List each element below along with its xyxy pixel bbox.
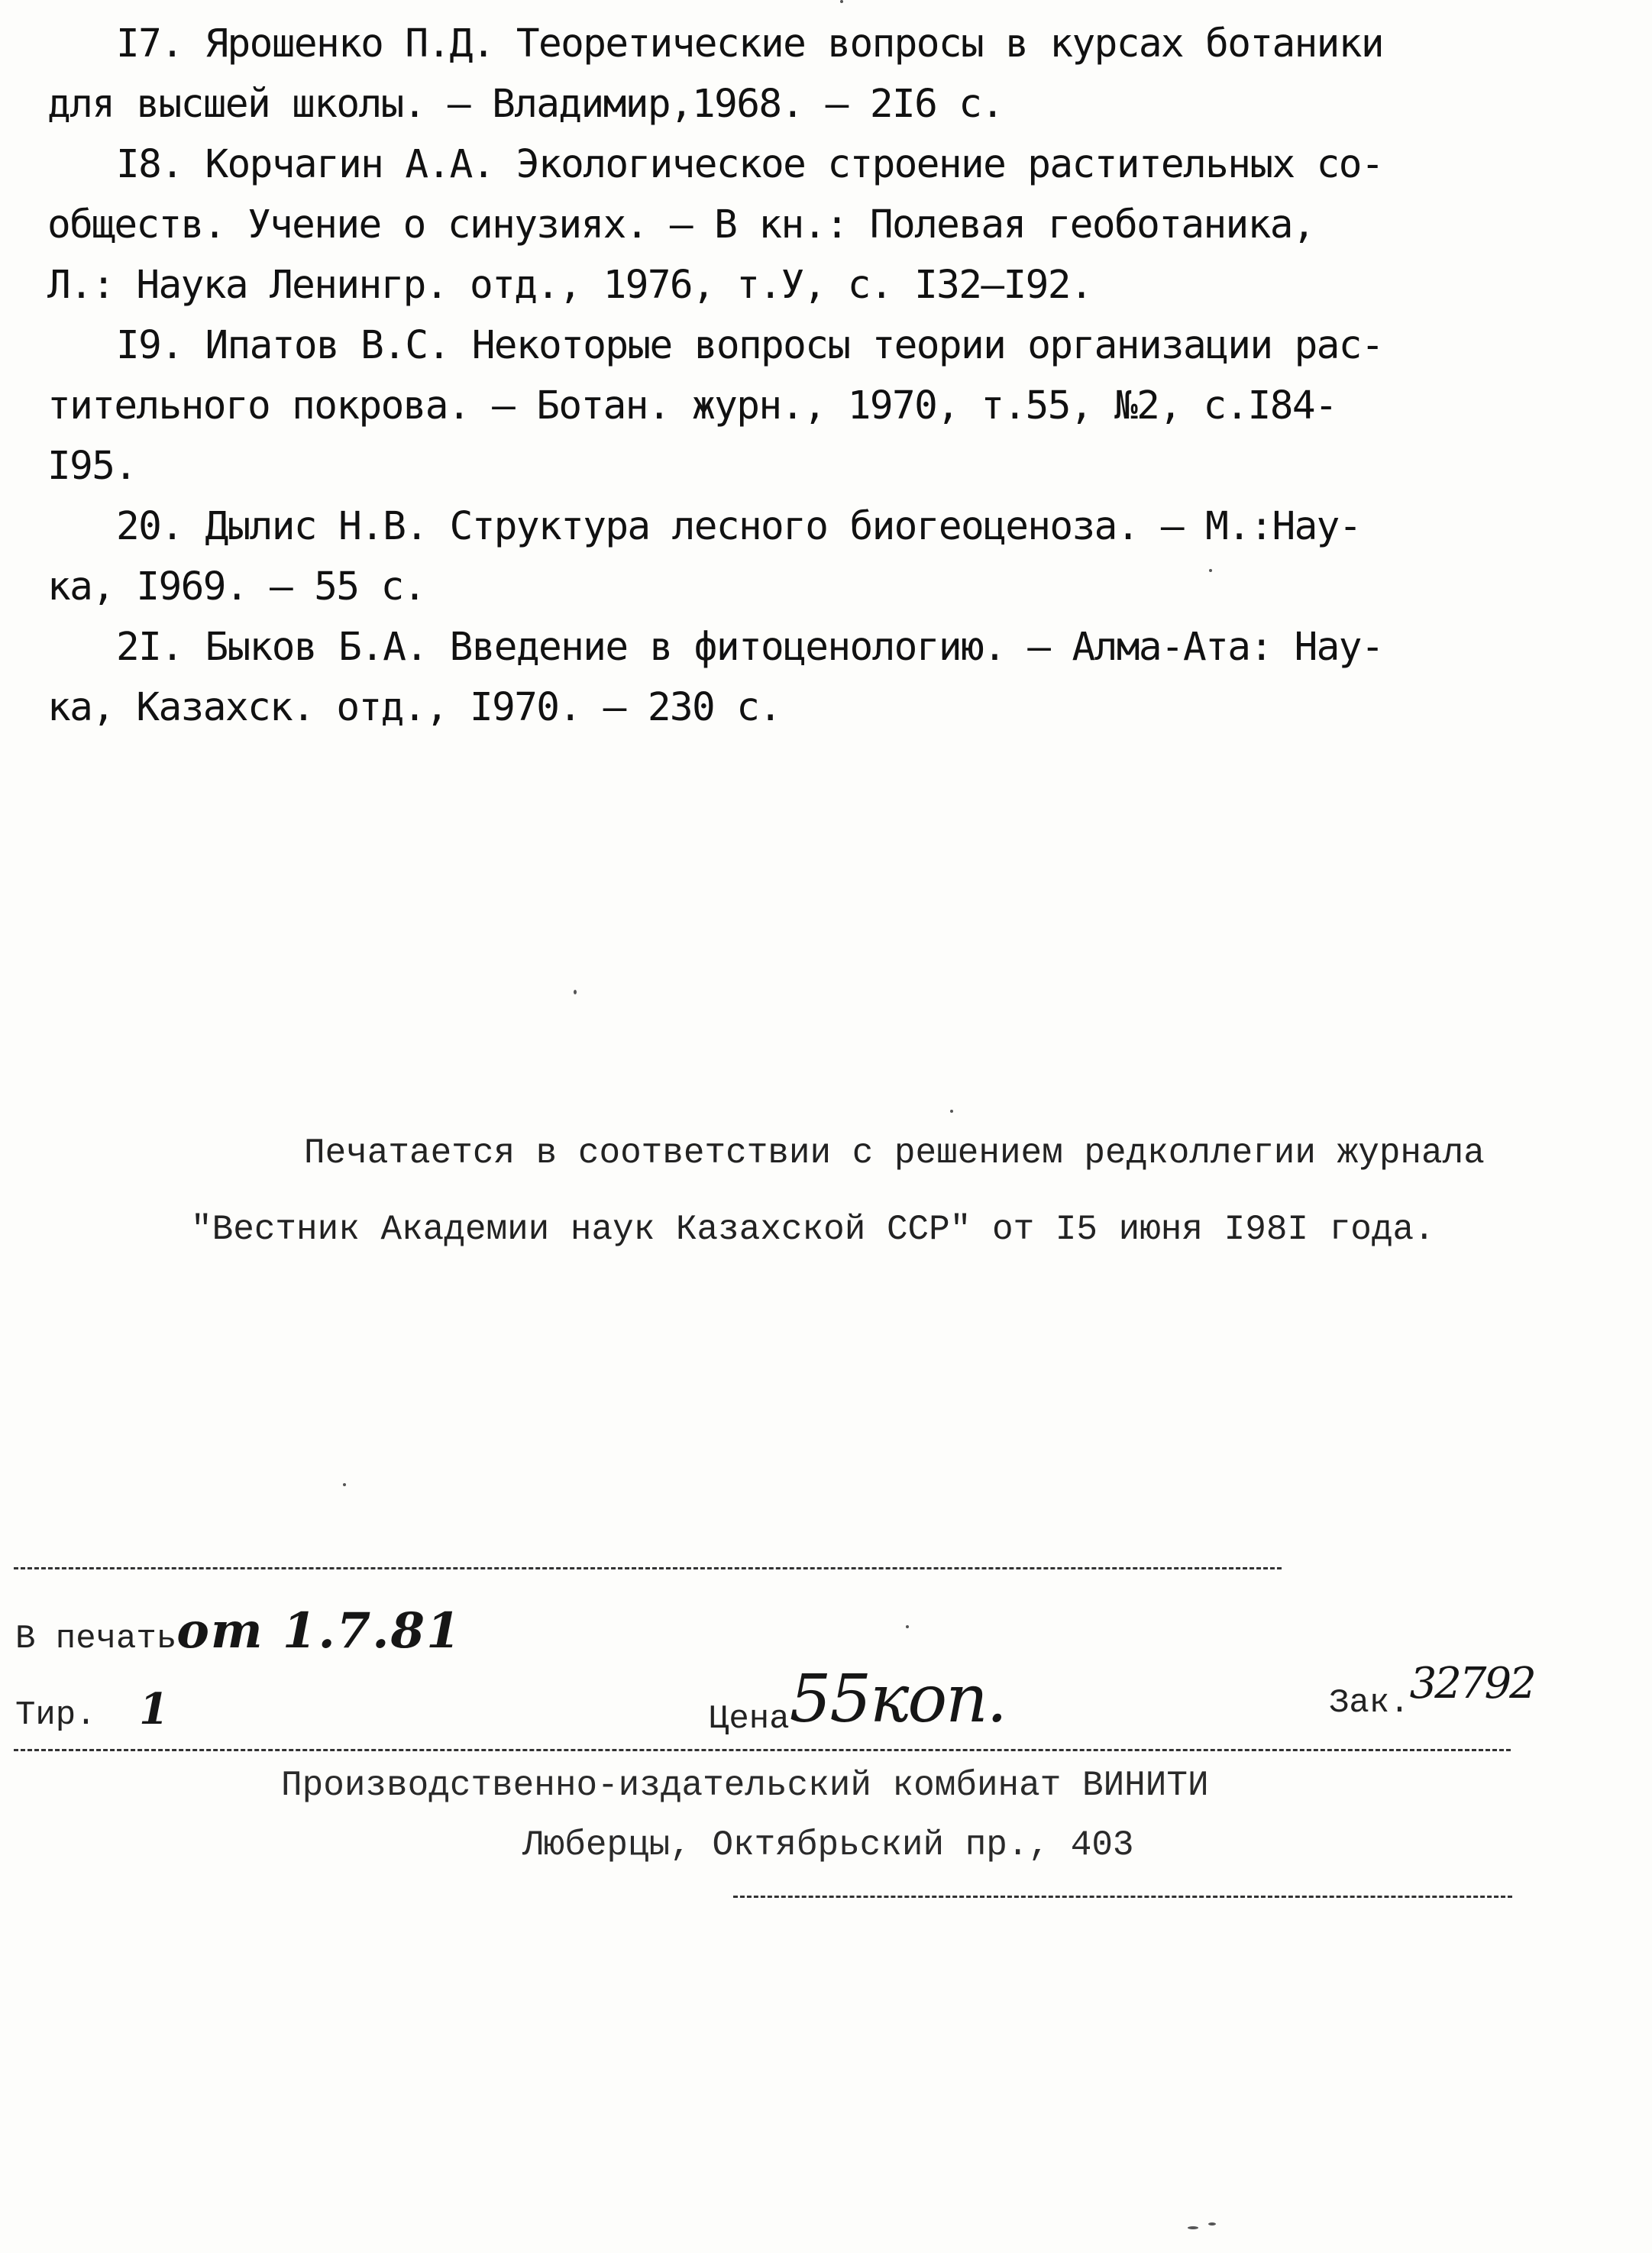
bibliography-list: [47, 14, 1498, 738]
imprint-rule-middle: [14, 1749, 1511, 1751]
reference-line: Дылис Н.В. Структура лесного биогеоценоза. – М.:Нау-: [205, 504, 1361, 549]
reference-line: ка, Казахск. отд., I970. – 230 с.: [47, 685, 781, 730]
reference-21: [47, 617, 1498, 738]
reference-number: I9.: [116, 323, 183, 368]
order-value-handwritten: 32792: [1409, 1659, 1534, 1708]
reference-line: I95.: [47, 444, 137, 489]
scan-speck: [1208, 2222, 1216, 2226]
scan-speck: [840, 0, 843, 3]
reference-19: [47, 315, 1498, 496]
reference-line: для высшей школы. – Владимир,1968. – 2I6 с.: [47, 82, 1004, 127]
reference-line: Ипатов В.С. Некоторые вопросы теории организации рас-: [205, 323, 1383, 368]
reference-line: Быков Б.А. Введение в фитоценологию. – Алма-Ата: Нау-: [205, 625, 1383, 670]
reference-line: обществ. Учение о синузиях. – В кн.: Полевая геоботаника,: [47, 202, 1314, 247]
reference-17: [47, 14, 1498, 134]
imprint-rule-bottom: [733, 1896, 1512, 1898]
scan-speck: [950, 1110, 953, 1113]
price-row: [709, 1661, 1006, 1737]
print-date-row: [15, 1602, 462, 1660]
price-label: Цена: [709, 1700, 790, 1738]
scan-speck: [1188, 2226, 1198, 2229]
reference-line: Корчагин А.А. Экологическое строение растительных со-: [205, 142, 1383, 187]
imprint-rule-top: [14, 1567, 1282, 1569]
reference-number: I8.: [116, 142, 183, 187]
order-label: Зак.: [1329, 1684, 1410, 1722]
reference-18: [47, 134, 1498, 315]
print-label: В печать: [15, 1620, 177, 1658]
scan-speck: [906, 1625, 909, 1628]
approval-line-2: "Вестник Академии наук Казахской ССР" от I5 июня I98I года.: [191, 1210, 1435, 1249]
print-date-handwritten: от 1.7.81: [176, 1602, 462, 1660]
reference-line: ка, I969. – 55 с.: [47, 564, 425, 609]
price-value-handwritten: 55коп.: [789, 1661, 1006, 1737]
reference-number: 2I.: [116, 625, 183, 670]
reference-line: тительного покрова. – Ботан. журн., 1970, т.55, №2, с.I84-: [47, 383, 1337, 428]
order-row: [1329, 1659, 1534, 1722]
approval-line-1: Печатается в соответствии с решением редколлегии журнала: [304, 1133, 1485, 1173]
reference-20: [47, 496, 1498, 617]
reference-number: I7.: [116, 21, 183, 66]
run-row: [15, 1684, 169, 1734]
reference-line: Л.: Наука Ленингр. отд., 1976, т.У, с. I32–I92.: [47, 263, 1092, 308]
reference-line: Ярошенко П.Д. Теоретические вопросы в курсах ботаники: [205, 21, 1383, 66]
publisher-line-1: Производственно-издательский комбинат ВИНИТИ: [281, 1766, 1209, 1805]
run-label: Тир.: [15, 1696, 96, 1734]
scan-speck: [343, 1483, 346, 1486]
reference-number: 20.: [116, 504, 183, 549]
scan-speck: [1209, 569, 1212, 572]
publisher-line-2: Люберцы, Октябрьский пр., 403: [522, 1825, 1134, 1865]
approval-note: [191, 1115, 1627, 1268]
scan-speck: [574, 990, 577, 994]
run-value-handwritten: 1: [139, 1684, 169, 1734]
